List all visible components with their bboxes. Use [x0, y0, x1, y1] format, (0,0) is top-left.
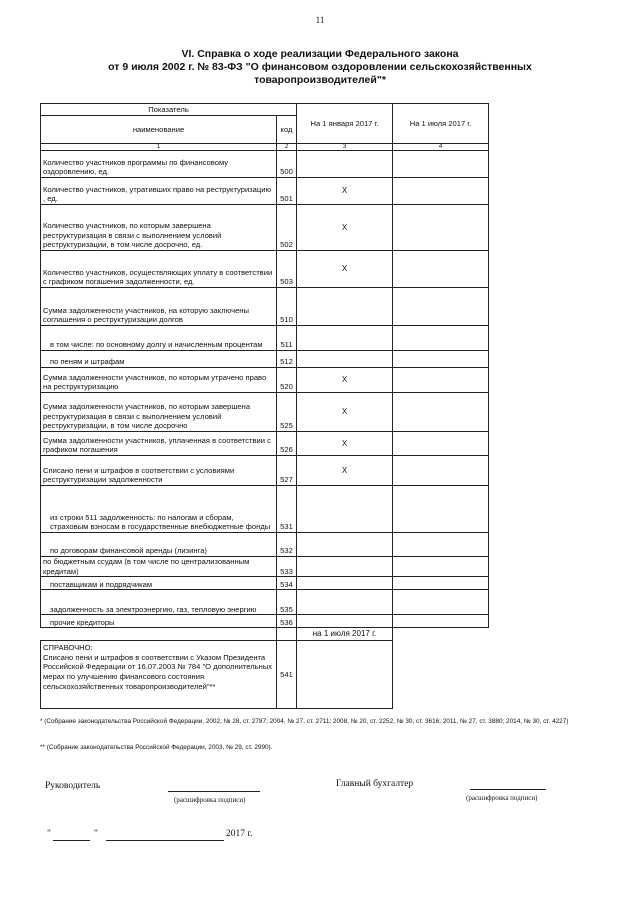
footnote-1: * (Собрание законодательства Российской Федерации, 2002, № 28, ст. 2787; 2004, № 27, ст. 2711; 2008, № 20, ст. 2252, № 30, ст. 3616; 2011, № 27, ст. 3880; 2014, № 30, ст. 4227): [40, 718, 569, 725]
date-quote-open: ": [47, 829, 51, 839]
accountant-signature-line: [470, 789, 546, 790]
reference-label: СПРАВОЧНО:: [43, 643, 93, 653]
header-code: код: [277, 116, 297, 144]
date-quote-close: ": [94, 829, 98, 839]
table-row: [41, 590, 489, 615]
row-name: Сумма задолженности участников, уплаченная в соответствии с графиком погашения: [41, 432, 277, 456]
report-table: [40, 103, 489, 709]
row-value-jan: [297, 326, 393, 351]
table-row: [41, 577, 489, 590]
row-value-jul: [393, 178, 489, 205]
row-value-jan: [297, 577, 393, 590]
row-code: 500: [277, 151, 297, 178]
row-value-jan: [297, 557, 393, 577]
row-value-jul: [393, 368, 489, 393]
row-value-jul: [393, 393, 489, 432]
row-code: 501: [277, 178, 297, 205]
row-name: Количество участников программы по финансовому оздоровлению, ед.: [41, 151, 277, 178]
row-value-jan: X: [297, 393, 393, 432]
reference-row: [41, 641, 489, 709]
row-name: Сумма задолженности участников, по которым завершена реструктуризация в связи с выполнением условий реструктуризации, в том числе досрочно: [41, 393, 277, 432]
table-row: [41, 251, 489, 288]
column-number: 2: [277, 144, 297, 151]
footnote-2: ** (Собрание законодательства Российской Федерации, 2003, № 29, ст. 2990).: [40, 744, 273, 751]
row-value-jul: [393, 151, 489, 178]
row-name: прочие кредиторы: [41, 615, 277, 628]
row-value-jul: [393, 486, 489, 533]
row-name: Сумма задолженности участников, на которую заключены соглашения о реструктуризации долгов: [41, 288, 277, 326]
header-jul-2017: На 1 июля 2017 г.: [393, 104, 489, 144]
table-row: [41, 151, 489, 178]
row-value-jan: [297, 615, 393, 628]
row-name: в том числе: по основному долгу и начисленным процентам: [41, 326, 277, 351]
row-value-jul: [393, 432, 489, 456]
head-label: Руководитель: [45, 781, 101, 791]
row-code: 535: [277, 590, 297, 615]
table-row: [41, 288, 489, 326]
table-row: [41, 178, 489, 205]
row-name: Сумма задолженности участников, по которым утрачено право на реструктуризацию: [41, 368, 277, 393]
row-name: задолженность за электроэнергию, газ, тепловую энергию: [41, 590, 277, 615]
document-title: [60, 48, 580, 87]
row-code: 536: [277, 615, 297, 628]
row-code: 520: [277, 368, 297, 393]
header-name: наименование: [41, 116, 277, 144]
table-row: [41, 368, 489, 393]
row-value-jan: [297, 351, 393, 368]
title-line-2: от 9 июля 2002 г. № 83-ФЗ "О финансовом оздоровлении сельскохозяйственных: [108, 61, 532, 73]
row-value-jul: [393, 456, 489, 486]
row-name: Количество участников, осуществляющих уплату в соответствии с графиком погашения задолженности, ед.: [41, 251, 277, 288]
row-code: 534: [277, 577, 297, 590]
reference-value: [297, 641, 393, 709]
header-indicator: Показатель: [41, 104, 297, 116]
row-value-jul: [393, 557, 489, 577]
row-name: поставщикам и подрядчикам: [41, 577, 277, 590]
row-code: 533: [277, 557, 297, 577]
row-value-jan: X: [297, 432, 393, 456]
date-year: 2017 г.: [226, 829, 253, 839]
date-day-line: [53, 840, 90, 841]
row-name: Количество участников, утративших право на реструктуризацию , ед.: [41, 178, 277, 205]
title-line-1: VI. Справка о ходе реализации Федерального закона: [181, 48, 459, 60]
row-value-jan: [297, 288, 393, 326]
column-number: 1: [41, 144, 277, 151]
reference-header-row: [41, 628, 489, 641]
table-row: [41, 456, 489, 486]
table-row: [41, 615, 489, 628]
row-name: по пеням и штрафам: [41, 351, 277, 368]
date-month-line: [106, 840, 224, 841]
page-number: 11: [315, 15, 325, 25]
row-value-jan: X: [297, 178, 393, 205]
table-row: [41, 557, 489, 577]
row-value-jan: [297, 590, 393, 615]
row-value-jan: [297, 533, 393, 557]
row-name: Количество участников, по которым завершена реструктуризация в связи с выполнением условий реструктуризации, в том числе досрочно, ед.: [41, 205, 277, 251]
row-code: 502: [277, 205, 297, 251]
row-value-jul: [393, 251, 489, 288]
head-decode-label: (расшифровка подписи): [174, 796, 246, 804]
row-code: 503: [277, 251, 297, 288]
row-value-jan: [297, 151, 393, 178]
column-number: 4: [393, 144, 489, 151]
reference-text: Списано пени и штрафов в соответствии с Указом Президента Российской Федерации от 16.07.2003 № 784 "О дополнительных мерах по улучшению финансового состояния сельскохозяйственных товаропроизводителей"**: [43, 652, 273, 691]
head-signature-line: [168, 791, 260, 792]
row-value-jul: [393, 288, 489, 326]
reference-date-header: на 1 июля 2017 г.: [297, 628, 393, 641]
accountant-label: Главный бухгалтер: [336, 779, 414, 789]
row-value-jan: X: [297, 456, 393, 486]
table-row: [41, 351, 489, 368]
table-row: [41, 326, 489, 351]
row-name: из строки 511 задолженность: по налогам и сборам, страховым взносам в государственные внебюджетные фонды: [41, 486, 277, 533]
row-code: 512: [277, 351, 297, 368]
reference-cell: [41, 641, 277, 709]
row-name: по договорам финансовой аренды (лизинга): [41, 533, 277, 557]
column-numbers-row: [41, 144, 489, 151]
row-code: 532: [277, 533, 297, 557]
row-name: по бюджетным ссудам (в том числе по централизованным кредитам): [41, 557, 277, 577]
header-jan-2017: На 1 января 2017 г.: [297, 104, 393, 144]
row-code: 527: [277, 456, 297, 486]
reference-code: 541: [277, 641, 297, 709]
row-value-jul: [393, 577, 489, 590]
row-value-jan: X: [297, 205, 393, 251]
row-value-jul: [393, 326, 489, 351]
row-value-jul: [393, 205, 489, 251]
table-row: [41, 205, 489, 251]
row-value-jul: [393, 351, 489, 368]
table-row: [41, 393, 489, 432]
row-value-jul: [393, 590, 489, 615]
row-code: 526: [277, 432, 297, 456]
column-number: 3: [297, 144, 393, 151]
table-row: [41, 432, 489, 456]
row-value-jan: [297, 486, 393, 533]
table-row: [41, 486, 489, 533]
table-row: [41, 533, 489, 557]
row-value-jul: [393, 533, 489, 557]
row-value-jul: [393, 615, 489, 628]
title-line-3: товаропроизводителей"*: [254, 74, 386, 86]
row-code: 510: [277, 288, 297, 326]
row-code: 531: [277, 486, 297, 533]
row-code: 525: [277, 393, 297, 432]
row-code: 511: [277, 326, 297, 351]
row-name: Списано пени и штрафов в соответствии с условиями реструктуризации задолженности: [41, 456, 277, 486]
row-value-jan: X: [297, 251, 393, 288]
accountant-decode-label: (расшифровка подписи): [466, 794, 538, 802]
row-value-jan: X: [297, 368, 393, 393]
